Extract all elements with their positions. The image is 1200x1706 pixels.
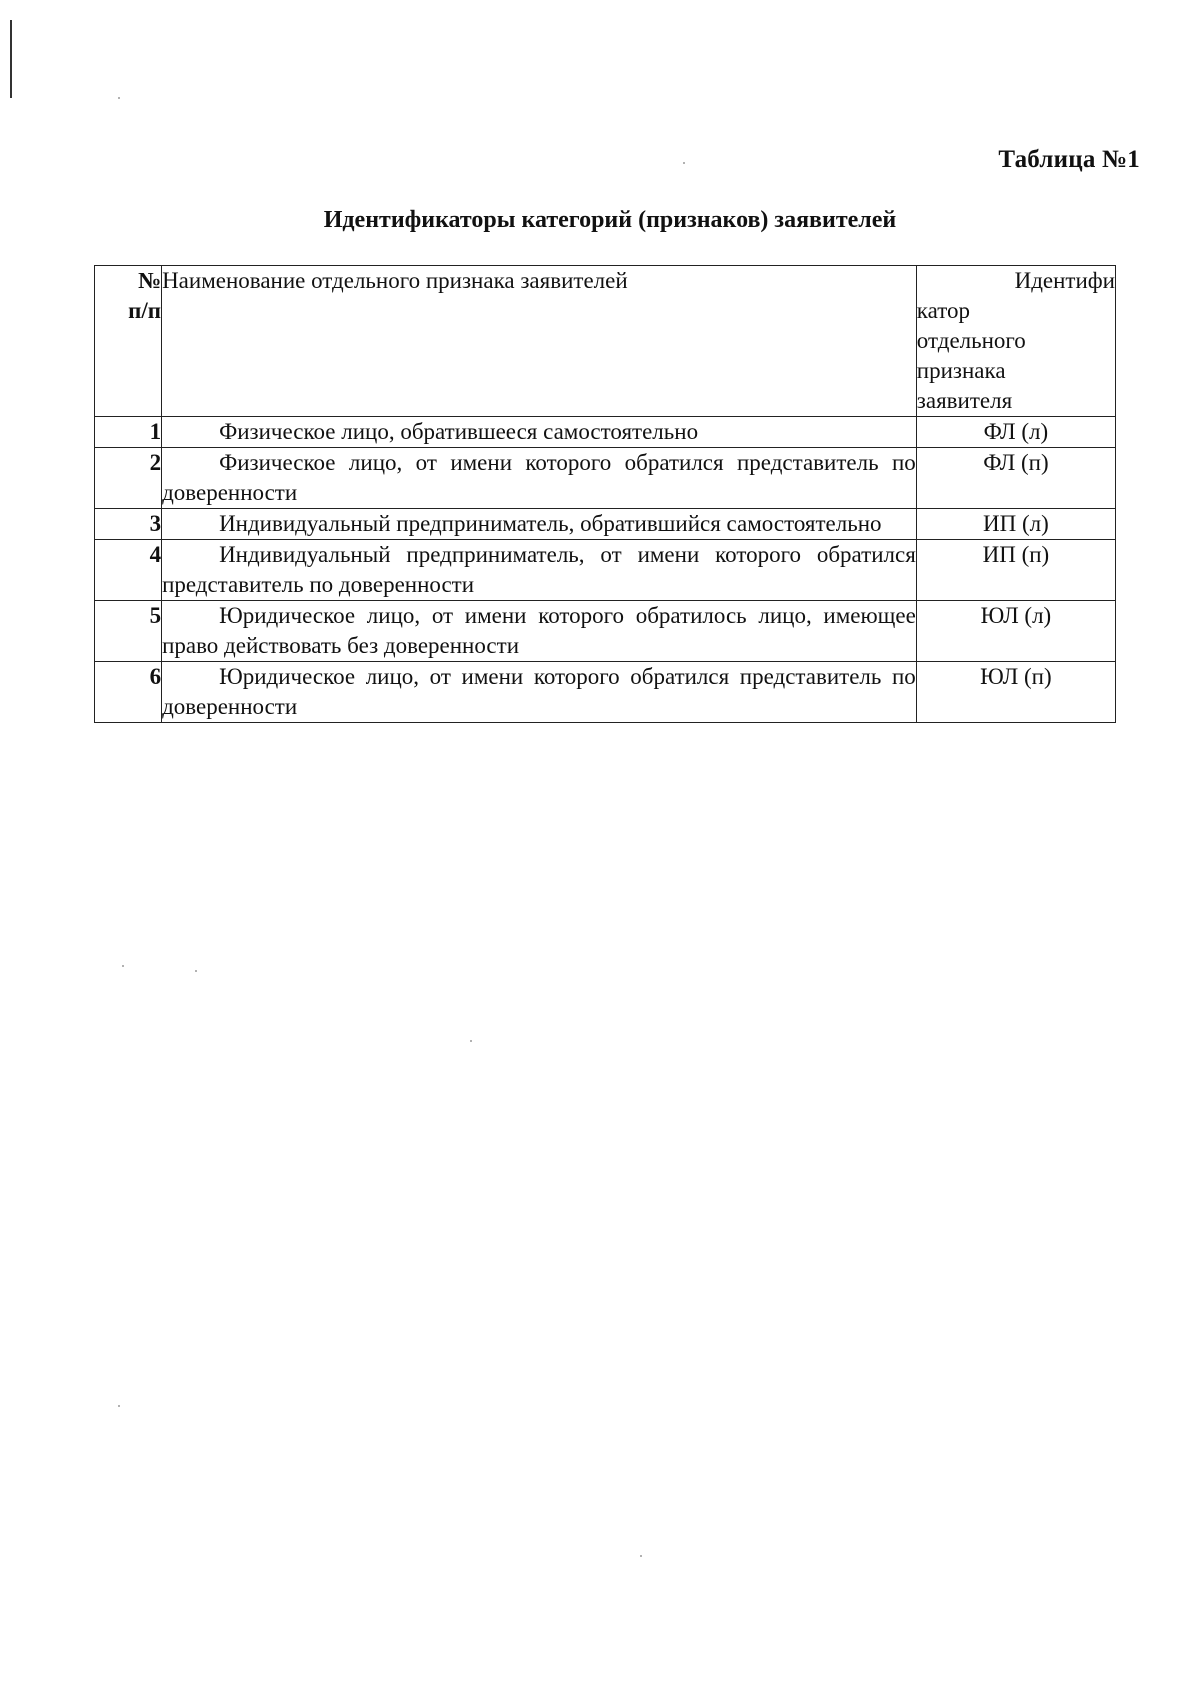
- table-row: [95, 601, 1116, 662]
- row-name: Физическое лицо, от имени которого обратился представитель по доверенности: [162, 448, 917, 509]
- row-number: 1: [95, 417, 162, 448]
- header-identifier-line: отдельного: [916, 328, 1026, 353]
- row-identifier: ИП (л): [916, 509, 1115, 540]
- scan-margin-mark: [10, 20, 12, 98]
- row-name: Индивидуальный предприниматель, обратившийся самостоятельно: [162, 509, 917, 540]
- row-number: 4: [95, 540, 162, 601]
- scan-speck: [122, 965, 124, 967]
- table-row: [95, 540, 1116, 601]
- applicant-identifiers-table: [94, 265, 1116, 723]
- row-number: 6: [95, 662, 162, 723]
- row-number: 3: [95, 509, 162, 540]
- row-identifier: ИП (п): [916, 540, 1115, 601]
- row-name: Юридическое лицо, от имени которого обратилось лицо, имеющее право действовать без доверенности: [162, 601, 917, 662]
- header-number-abbr: п/п: [128, 298, 162, 323]
- scan-speck: [683, 162, 685, 164]
- row-number: 5: [95, 601, 162, 662]
- header-name: Наименование отдельного признака заявителей: [162, 266, 917, 417]
- scan-speck: [470, 1040, 472, 1042]
- scan-speck: [195, 970, 197, 972]
- row-name: Индивидуальный предприниматель, от имени которого обратился представитель по доверенности: [162, 540, 917, 601]
- header-number-symbol: №: [137, 268, 162, 293]
- row-identifier: ЮЛ (п): [916, 662, 1115, 723]
- header-identifier: [916, 266, 1115, 417]
- table-header-row: [95, 266, 1116, 417]
- row-identifier: ЮЛ (л): [916, 601, 1115, 662]
- row-number: 2: [95, 448, 162, 509]
- document-title: Идентификаторы категорий (признаков) заявителей: [323, 207, 897, 233]
- scan-speck: [640, 1555, 642, 1557]
- row-identifier: ФЛ (п): [916, 448, 1115, 509]
- header-number: [95, 266, 162, 417]
- scan-speck: [118, 97, 120, 99]
- row-identifier: ФЛ (л): [916, 417, 1115, 448]
- table-row: [95, 662, 1116, 723]
- header-identifier-line: катор: [916, 298, 970, 323]
- table-row: [95, 417, 1116, 448]
- row-name: Юридическое лицо, от имени которого обратился представитель по доверенности: [162, 662, 917, 723]
- table-row: [95, 448, 1116, 509]
- header-identifier-line: заявителя: [916, 388, 1013, 413]
- table-row: [95, 509, 1116, 540]
- table-number-label: Таблица №1: [998, 146, 1140, 173]
- row-name: Физическое лицо, обратившееся самостоятельно: [162, 417, 917, 448]
- header-identifier-line: признака: [916, 358, 1006, 383]
- header-identifier-line: Идентифи: [1014, 268, 1115, 293]
- scan-speck: [118, 1405, 120, 1407]
